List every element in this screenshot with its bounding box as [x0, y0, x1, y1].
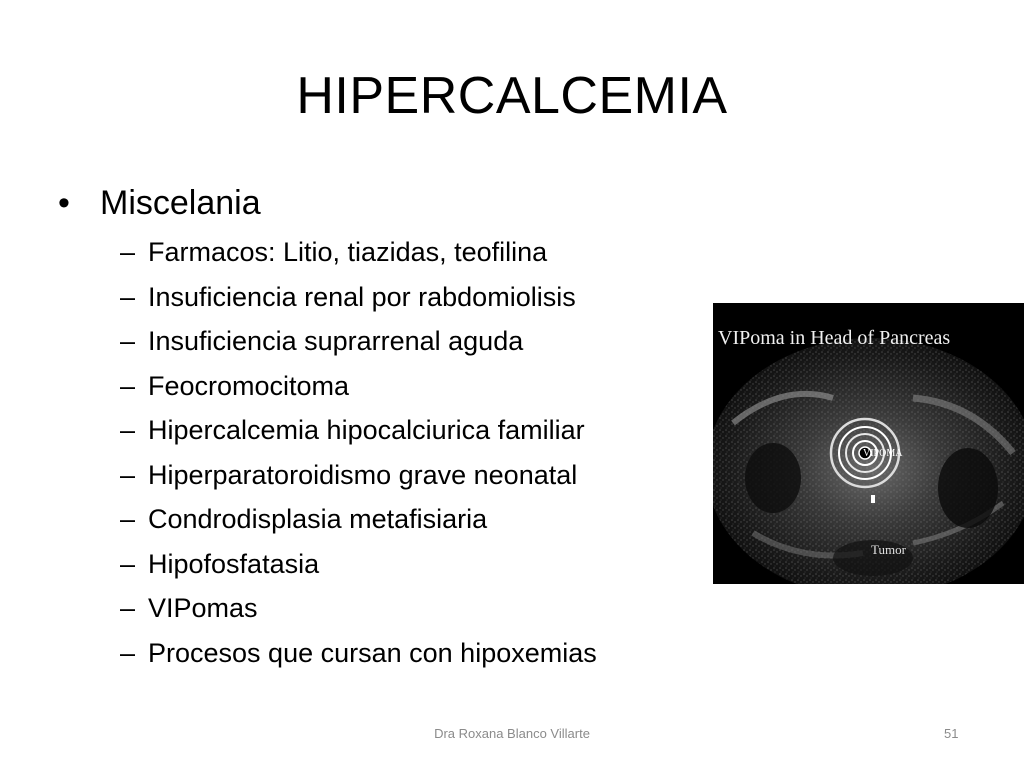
list-item: – Hipercalcemia hipocalciurica familiar: [120, 408, 597, 453]
bullet-dot-icon: •: [58, 184, 70, 222]
page-number: 51: [944, 726, 959, 741]
image-caption: VIPoma in Head of Pancreas: [718, 327, 951, 349]
footer-author: Dra Roxana Blanco Villarte: [434, 726, 590, 741]
ultrasound-graphic: [713, 303, 1024, 584]
list-item: – Hiperparatoroidismo grave neonatal: [120, 453, 597, 498]
main-bullet: [58, 180, 261, 226]
image-tumor-label: Tumor: [871, 542, 906, 557]
list-item: – Condrodisplasia metafisiaria: [120, 497, 597, 542]
list-item: – Hipofosfatasia: [120, 542, 597, 587]
dash-icon: –: [120, 593, 136, 623]
dash-icon: –: [120, 326, 136, 356]
dash-icon: –: [120, 415, 136, 445]
list-item: – Farmacos: Litio, tiazidas, teofilina: [120, 230, 597, 275]
dash-icon: –: [120, 281, 136, 312]
image-center-label: VIPOMA: [863, 448, 903, 459]
dash-icon: –: [120, 237, 136, 267]
list-item: – Insuficiencia suprarrenal aguda: [120, 319, 597, 364]
dash-icon: –: [120, 459, 136, 490]
list-item: – Insuficiencia renal por rabdomiolisis: [120, 275, 597, 320]
slide-title: HIPERCALCEMIA: [296, 67, 728, 125]
main-bullet-label: Miscelania: [100, 184, 261, 222]
list-item: – Procesos que cursan con hipoxemias: [120, 631, 597, 676]
dash-icon: –: [120, 548, 136, 579]
ultrasound-image: [713, 303, 1024, 584]
list-item: – VIPomas: [120, 586, 597, 631]
sub-bullet-list: [120, 230, 597, 675]
dash-icon: –: [120, 504, 136, 534]
list-item: – Feocromocitoma: [120, 364, 597, 409]
dash-icon: –: [120, 370, 136, 401]
dash-icon: –: [120, 637, 136, 668]
